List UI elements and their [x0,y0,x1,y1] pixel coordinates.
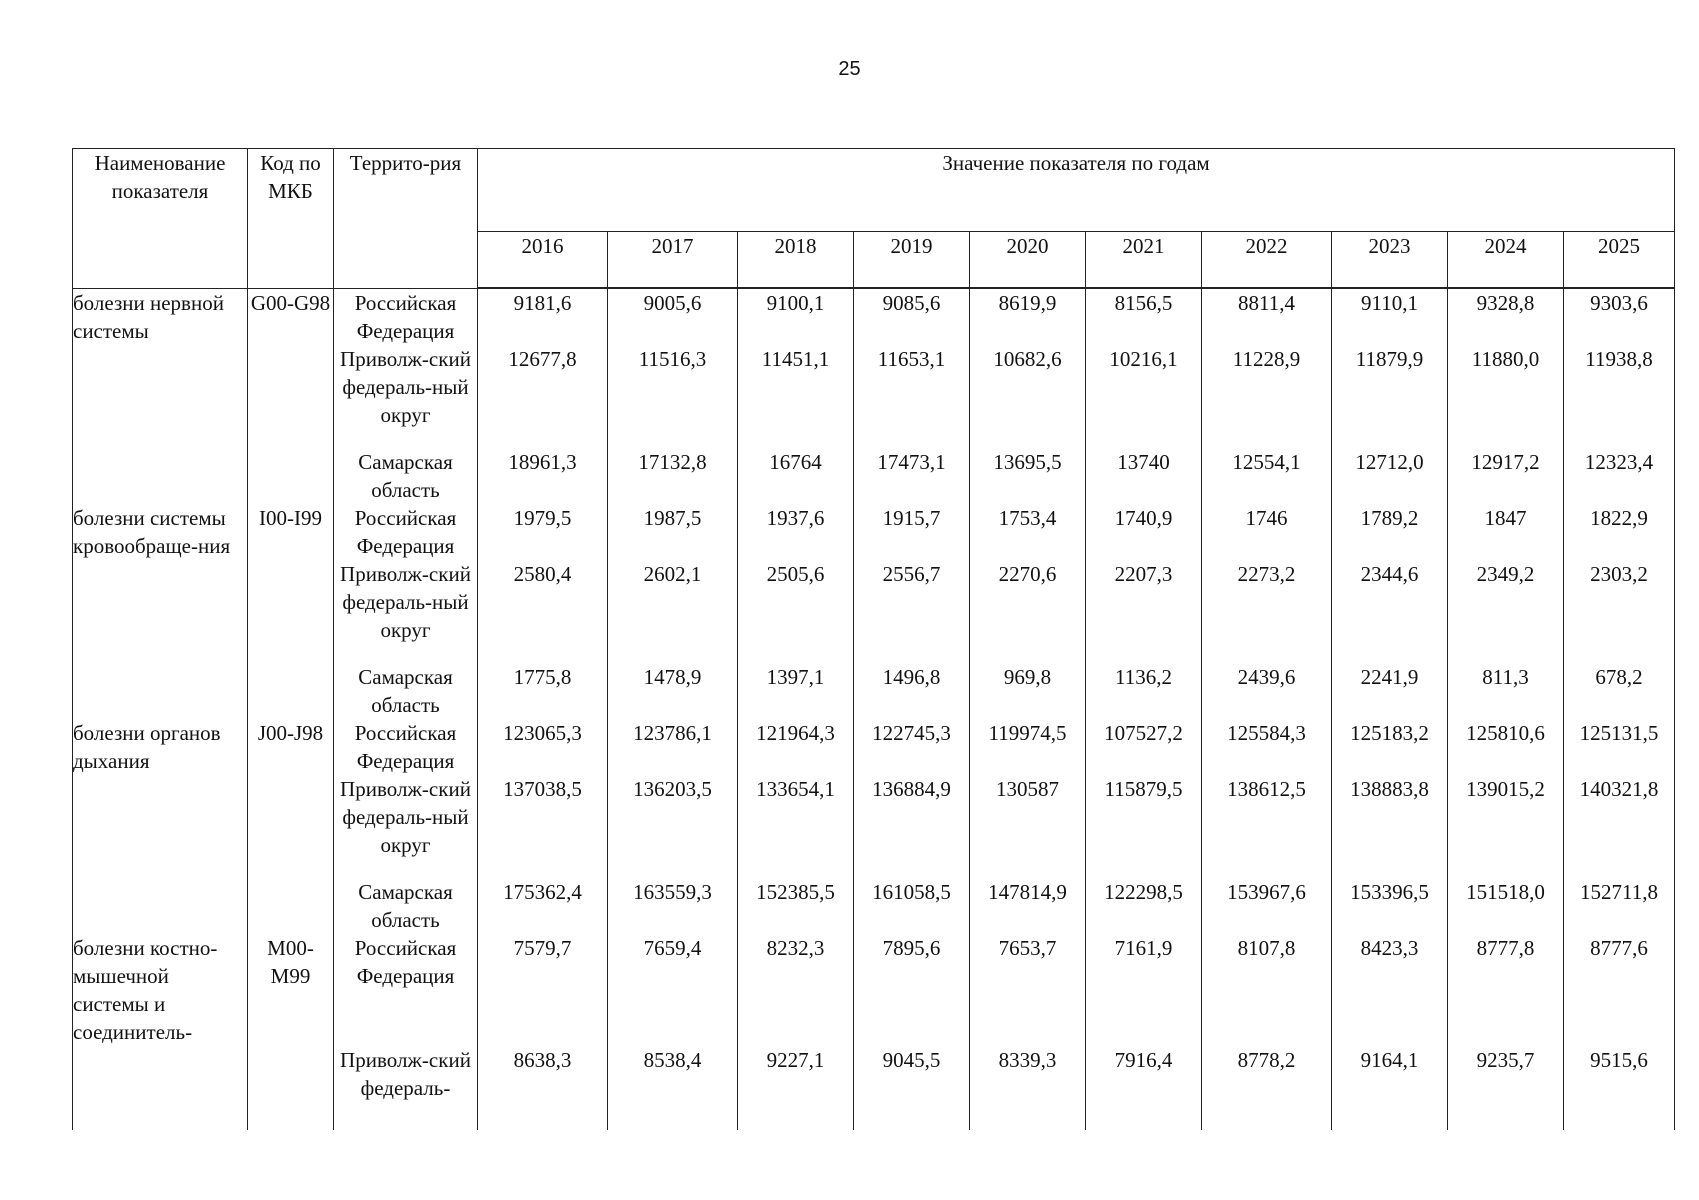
header-year: 2020 [970,232,1086,289]
table-row [73,878,1675,934]
value-cell: 138612,5 [1202,775,1332,878]
value-cell: 125183,2 [1332,719,1448,775]
value-cell: 1937,6 [738,504,854,560]
value-cell: 137038,5 [478,775,608,878]
value-cell: 7659,4 [608,934,738,1046]
value-cell: 152711,8 [1564,878,1675,934]
value-cell: 122745,3 [854,719,970,775]
indicator-cell: болезни костно-мышечной системы и соединитель- [73,934,248,1046]
territory-cell: Самарская область [334,663,478,719]
indicator-cell [73,448,248,504]
value-cell: 1789,2 [1332,504,1448,560]
value-cell: 13695,5 [970,448,1086,504]
value-cell: 138883,8 [1332,775,1448,878]
icd-code-cell [248,1046,334,1130]
value-cell: 1822,9 [1564,504,1675,560]
value-cell: 8619,9 [970,288,1086,345]
value-cell: 139015,2 [1448,775,1564,878]
header-year: 2025 [1564,232,1675,289]
value-cell: 9303,6 [1564,288,1675,345]
value-cell: 12917,2 [1448,448,1564,504]
value-cell: 8811,4 [1202,288,1332,345]
value-cell: 119974,5 [970,719,1086,775]
indicator-cell: болезни нервной системы [73,288,248,345]
header-year: 2018 [738,232,854,289]
value-cell: 136203,5 [608,775,738,878]
indicator-cell [73,1046,248,1130]
value-cell: 2303,2 [1564,560,1675,663]
value-cell: 11516,3 [608,345,738,448]
value-cell: 11228,9 [1202,345,1332,448]
value-cell: 1775,8 [478,663,608,719]
value-cell: 7895,6 [854,934,970,1046]
indicator-cell [73,560,248,663]
table-row [73,719,1675,775]
value-cell: 8778,2 [1202,1046,1332,1130]
value-cell: 1136,2 [1086,663,1202,719]
value-cell: 12323,4 [1564,448,1675,504]
value-cell: 7161,9 [1086,934,1202,1046]
value-cell: 9085,6 [854,288,970,345]
value-cell: 9227,1 [738,1046,854,1130]
value-cell: 16764 [738,448,854,504]
value-cell: 122298,5 [1086,878,1202,934]
indicator-cell [73,663,248,719]
value-cell: 2349,2 [1448,560,1564,663]
table-header [73,149,1675,289]
value-cell: 11451,1 [738,345,854,448]
value-cell: 1847 [1448,504,1564,560]
value-cell: 125131,5 [1564,719,1675,775]
value-cell: 12677,8 [478,345,608,448]
value-cell: 7916,4 [1086,1046,1202,1130]
value-cell: 1478,9 [608,663,738,719]
value-cell: 8777,6 [1564,934,1675,1046]
icd-code-cell: I00-I99 [248,504,334,560]
value-cell: 18961,3 [478,448,608,504]
value-cell: 121964,3 [738,719,854,775]
value-cell: 969,8 [970,663,1086,719]
value-cell: 9005,6 [608,288,738,345]
value-cell: 2270,6 [970,560,1086,663]
value-cell: 8232,3 [738,934,854,1046]
territory-cell: Приволж-ский федераль-ный округ [334,775,478,878]
indicator-cell: болезни системы кровообраще-ния [73,504,248,560]
value-cell: 11938,8 [1564,345,1675,448]
icd-code-cell: M00-M99 [248,934,334,1046]
header-year: 2023 [1332,232,1448,289]
icd-code-cell [248,663,334,719]
value-cell: 9181,6 [478,288,608,345]
indicator-cell [73,878,248,934]
value-cell: 12712,0 [1332,448,1448,504]
value-cell: 140321,8 [1564,775,1675,878]
value-cell: 8538,4 [608,1046,738,1130]
header-year: 2016 [478,232,608,289]
table-row [73,448,1675,504]
value-cell: 130587 [970,775,1086,878]
value-cell: 151518,0 [1448,878,1564,934]
header-year: 2024 [1448,232,1564,289]
value-cell: 1753,4 [970,504,1086,560]
header-year: 2019 [854,232,970,289]
value-cell: 9164,1 [1332,1046,1448,1130]
value-cell: 2241,9 [1332,663,1448,719]
value-cell: 1915,7 [854,504,970,560]
value-cell: 10216,1 [1086,345,1202,448]
value-cell: 12554,1 [1202,448,1332,504]
value-cell: 8339,3 [970,1046,1086,1130]
header-indicator: Наименование показателя [73,149,248,289]
header-territory: Террито-рия [334,149,478,289]
value-cell: 1740,9 [1086,504,1202,560]
indicator-cell: болезни органов дыхания [73,719,248,775]
icd-code-cell [248,448,334,504]
value-cell: 8638,3 [478,1046,608,1130]
value-cell: 7579,7 [478,934,608,1046]
indicator-table [72,148,1675,1130]
value-cell: 125810,6 [1448,719,1564,775]
value-cell: 1397,1 [738,663,854,719]
territory-cell: Российская Федерация [334,719,478,775]
value-cell: 2273,2 [1202,560,1332,663]
indicator-cell [73,775,248,878]
icd-code-cell [248,878,334,934]
territory-cell: Российская Федерация [334,934,478,1046]
header-year: 2022 [1202,232,1332,289]
icd-code-cell: J00-J98 [248,719,334,775]
value-cell: 133654,1 [738,775,854,878]
value-cell: 123065,3 [478,719,608,775]
territory-cell: Приволж-ский федераль-ный округ [334,345,478,448]
value-cell: 7653,7 [970,934,1086,1046]
table-row [73,775,1675,878]
value-cell: 2556,7 [854,560,970,663]
table-row [73,663,1675,719]
territory-cell: Приволж-ский федераль-ный округ [334,560,478,663]
value-cell: 8107,8 [1202,934,1332,1046]
table-row [73,345,1675,448]
icd-code-cell [248,345,334,448]
value-cell: 8423,3 [1332,934,1448,1046]
territory-cell: Самарская область [334,878,478,934]
value-cell: 2505,6 [738,560,854,663]
value-cell: 9515,6 [1564,1046,1675,1130]
value-cell: 9235,7 [1448,1046,1564,1130]
value-cell: 152385,5 [738,878,854,934]
value-cell: 811,3 [1448,663,1564,719]
value-cell: 1496,8 [854,663,970,719]
value-cell: 1979,5 [478,504,608,560]
table-row [73,934,1675,1046]
value-cell: 9100,1 [738,288,854,345]
icd-code-cell [248,775,334,878]
territory-cell: Самарская область [334,448,478,504]
value-cell: 147814,9 [970,878,1086,934]
value-cell: 11653,1 [854,345,970,448]
header-code: Код по МКБ [248,149,334,289]
territory-cell: Российская Федерация [334,288,478,345]
value-cell: 1987,5 [608,504,738,560]
icd-code-cell: G00-G98 [248,288,334,345]
value-cell: 175362,4 [478,878,608,934]
table-row [73,504,1675,560]
table-body [73,288,1675,1130]
value-cell: 2602,1 [608,560,738,663]
value-cell: 8777,8 [1448,934,1564,1046]
value-cell: 11879,9 [1332,345,1448,448]
indicator-cell [73,345,248,448]
page-number: 25 [838,58,861,80]
header-values-group: Значение показателя по годам [478,149,1675,232]
territory-cell: Приволж-ский федераль- [334,1046,478,1130]
value-cell: 115879,5 [1086,775,1202,878]
value-cell: 2344,6 [1332,560,1448,663]
value-cell: 17132,8 [608,448,738,504]
territory-cell: Российская Федерация [334,504,478,560]
value-cell: 123786,1 [608,719,738,775]
value-cell: 1746 [1202,504,1332,560]
table-row [73,288,1675,345]
header-year: 2021 [1086,232,1202,289]
value-cell: 107527,2 [1086,719,1202,775]
value-cell: 678,2 [1564,663,1675,719]
value-cell: 9328,8 [1448,288,1564,345]
value-cell: 8156,5 [1086,288,1202,345]
value-cell: 2439,6 [1202,663,1332,719]
value-cell: 153396,5 [1332,878,1448,934]
value-cell: 125584,3 [1202,719,1332,775]
value-cell: 9110,1 [1332,288,1448,345]
value-cell: 136884,9 [854,775,970,878]
value-cell: 2580,4 [478,560,608,663]
value-cell: 10682,6 [970,345,1086,448]
value-cell: 163559,3 [608,878,738,934]
table-row [73,560,1675,663]
value-cell: 11880,0 [1448,345,1564,448]
value-cell: 17473,1 [854,448,970,504]
value-cell: 13740 [1086,448,1202,504]
value-cell: 9045,5 [854,1046,970,1130]
table-row [73,1046,1675,1130]
icd-code-cell [248,560,334,663]
header-year: 2017 [608,232,738,289]
value-cell: 153967,6 [1202,878,1332,934]
value-cell: 2207,3 [1086,560,1202,663]
value-cell: 161058,5 [854,878,970,934]
